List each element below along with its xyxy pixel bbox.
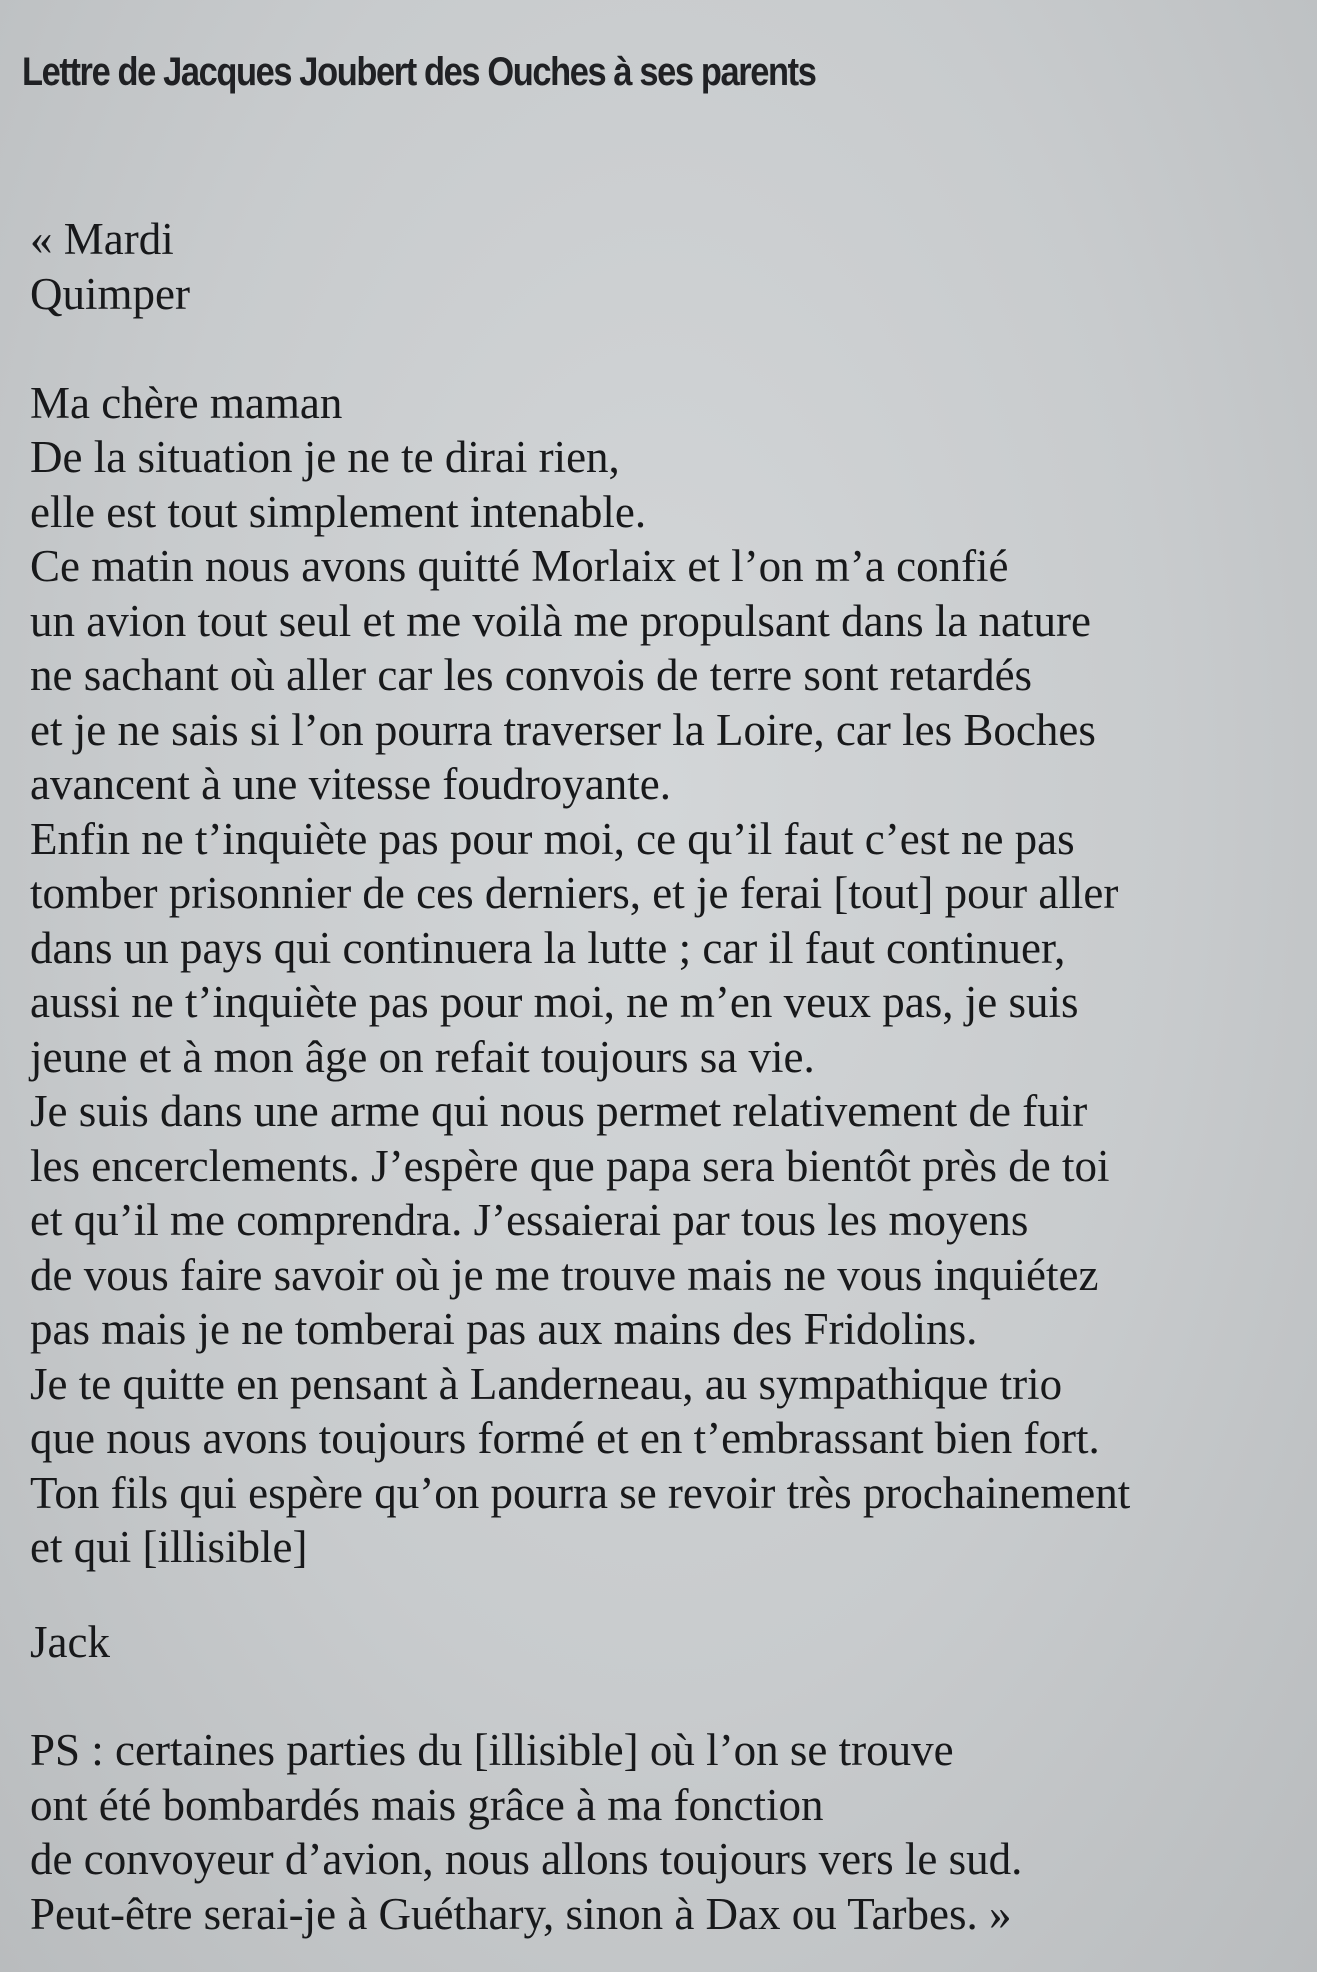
letter-line: Je suis dans une arme qui nous permet relativement de fuir xyxy=(30,1086,1088,1136)
letter-line: aussi ne t’inquiète pas pour moi, ne m’en veux pas, je suis xyxy=(30,977,1079,1027)
letter-line: dans un pays qui continuera la lutte ; car il faut continuer, xyxy=(30,922,1066,973)
letter-line: et qu’il me comprendra. J’essaierai par tous les moyens xyxy=(30,1195,1029,1245)
letter-signature: Jack xyxy=(30,1616,110,1667)
letter-line: ne sachant où aller car les convois de terre sont retardés xyxy=(30,650,1033,700)
letter-line: elle est tout simplement intenable. xyxy=(30,486,647,537)
ps-line: PS : certaines parties du [illisible] où l’on se trouve xyxy=(30,1725,954,1775)
letter-postscript xyxy=(30,1723,1300,1941)
letter-line: Ce matin nous avons quitté Morlaix et l’on m’a confié xyxy=(30,541,1009,591)
letter-line: et qui [illisible] xyxy=(30,1522,308,1572)
letter-line: jeune et à mon âge on refait toujours sa vie. xyxy=(30,1031,815,1082)
letter-line: Ma chère maman xyxy=(30,377,343,428)
letter-line: tomber prisonnier de ces derniers, et je ferai [tout] pour aller xyxy=(30,868,1119,918)
letter-header-place: Quimper xyxy=(30,268,190,319)
letter-line: Ton fils qui espère qu’on pourra se revoir très prochainement xyxy=(30,1467,1131,1518)
ps-line: de convoyeur d’avion, nous allons toujours vers le sud. xyxy=(30,1834,1023,1884)
letter-header-day: « Mardi xyxy=(30,214,174,264)
letter-line: pas mais je ne tomberai pas aux mains des Fridolins. xyxy=(30,1304,978,1354)
ps-line: Peut-être serai-je à Guéthary, sinon à Dax ou Tarbes. » xyxy=(30,1888,1012,1939)
letter-line: les encerclements. J’espère que papa sera bientôt près de toi xyxy=(30,1140,1110,1191)
letter-line: que nous avons toujours formé et en t’embrassant bien fort. xyxy=(30,1413,1100,1463)
ps-line: ont été bombardés mais grâce à ma fonction xyxy=(30,1779,824,1830)
letter-text xyxy=(30,212,1300,1941)
letter-line: De la situation je ne te dirai rien, xyxy=(30,432,620,482)
letter-line: un avion tout seul et me voilà me propulsant dans la nature xyxy=(30,595,1091,646)
letter-body xyxy=(30,376,1300,1575)
letter-line: et je ne sais si l’on pourra traverser la Loire, car les Boches xyxy=(30,704,1096,755)
letter-line: de vous faire savoir où je me trouve mais ne vous inquiétez xyxy=(30,1249,1099,1300)
letter-line: avancent à une vitesse foudroyante. xyxy=(30,759,671,809)
letter-line: Je te quitte en pensant à Landerneau, au sympathique trio xyxy=(30,1358,1063,1409)
panel-title: Lettre de Jacques Joubert des Ouches à ses parents xyxy=(22,50,816,94)
letter-line: Enfin ne t’inquiète pas pour moi, ce qu’il faut c’est ne pas xyxy=(30,813,1075,864)
